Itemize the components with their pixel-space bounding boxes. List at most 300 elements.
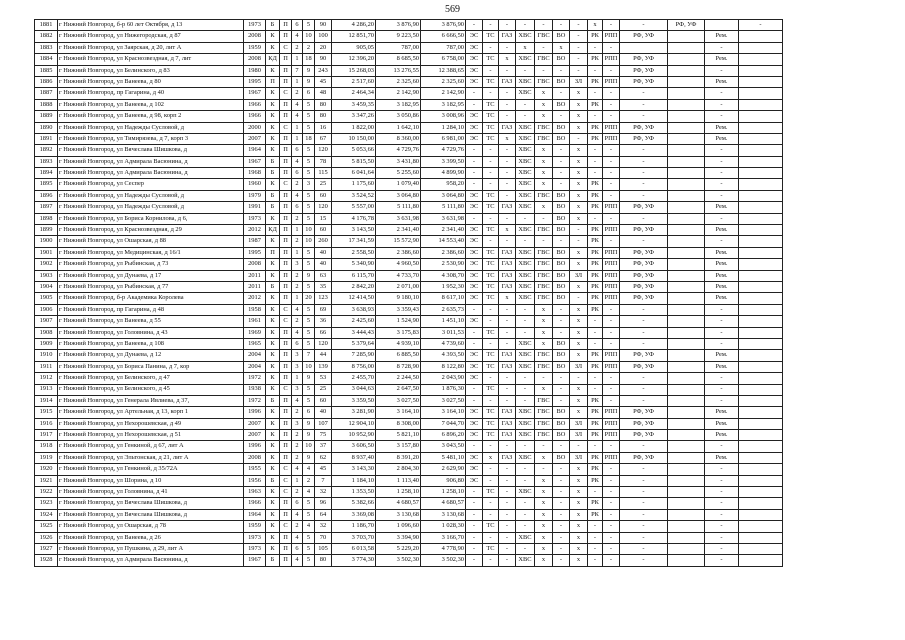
table-cell: 45 — [315, 76, 332, 87]
table-cell: 3 502,30 — [376, 555, 421, 566]
table-row — [35, 498, 783, 509]
table-cell: - — [570, 42, 588, 53]
table-cell: - — [499, 441, 516, 452]
table-cell: 1901 — [35, 247, 58, 258]
table-cell: 1890 — [35, 122, 58, 133]
table-cell: х — [570, 179, 588, 190]
table-cell: 2 517,60 — [332, 76, 376, 87]
table-cell: ГВС — [535, 31, 553, 42]
table-cell: ХВС — [516, 361, 535, 372]
table-cell: 96 — [315, 498, 332, 509]
table-cell — [668, 133, 705, 144]
table-cell: К — [266, 133, 280, 144]
table-cell: - — [483, 316, 499, 327]
table-cell: - — [620, 338, 668, 349]
table-cell: ВО — [553, 281, 570, 292]
table-cell: - — [499, 384, 516, 395]
table-cell: - — [603, 156, 620, 167]
table-cell — [739, 202, 783, 213]
table-cell: С — [280, 475, 292, 486]
table-cell — [668, 31, 705, 42]
table-cell: 1 186,70 — [332, 521, 376, 532]
table-cell: Б — [266, 190, 280, 201]
table-cell: - — [570, 31, 588, 42]
table-cell: ЭС — [466, 430, 483, 441]
table-cell: ТС — [483, 293, 499, 304]
table-cell: - — [620, 145, 668, 156]
table-cell: - — [603, 464, 620, 475]
table-cell: П — [280, 111, 292, 122]
table-cell: ЭС — [466, 316, 483, 327]
table-cell: г Нижний Новгород, ул Вячеслава Шишкова, д — [58, 498, 244, 509]
table-cell: К — [266, 487, 280, 498]
table-cell: 4 — [292, 156, 303, 167]
table-cell: ГВС — [535, 190, 553, 201]
table-cell: ТС — [483, 350, 499, 361]
table-cell: РК — [588, 190, 603, 201]
table-cell: - — [705, 88, 739, 99]
table-cell: - — [570, 373, 588, 384]
table-cell: 6 — [292, 338, 303, 349]
table-cell: 1917 — [35, 430, 58, 441]
table-cell: 3 027,50 — [376, 395, 421, 406]
table-cell: 5 — [303, 338, 315, 349]
table-cell: - — [588, 487, 603, 498]
table-cell: г Нижний Новгород, ул Сеспер — [58, 179, 244, 190]
table-cell: - — [570, 225, 588, 236]
table-cell: - — [620, 168, 668, 179]
table-cell: 9 — [303, 76, 315, 87]
table-cell — [668, 259, 705, 270]
table-cell: 5 — [303, 122, 315, 133]
table-cell: П — [280, 76, 292, 87]
table-cell: 1884 — [35, 54, 58, 65]
table-cell: Рем. — [705, 247, 739, 258]
table-cell: ГАЗ — [499, 76, 516, 87]
table-cell: 2008 — [244, 54, 266, 65]
table-cell: ХВС — [516, 247, 535, 258]
table-cell: РК — [588, 133, 603, 144]
table-cell: - — [620, 111, 668, 122]
table-cell: 2 — [292, 487, 303, 498]
table-cell: РФ, УФ — [620, 54, 668, 65]
table-cell: ВО — [553, 122, 570, 133]
table-cell: 1898 — [35, 213, 58, 224]
table-cell: К — [266, 145, 280, 156]
table-cell: - — [483, 304, 499, 315]
table-cell: К — [266, 373, 280, 384]
table-cell: РПП — [603, 259, 620, 270]
table-cell: ВО — [553, 338, 570, 349]
table-cell: - — [588, 441, 603, 452]
table-row — [35, 304, 783, 315]
table-cell: - — [553, 521, 570, 532]
table-cell: 4 729,76 — [376, 145, 421, 156]
table-cell: 1 — [292, 247, 303, 258]
table-cell: 10 — [303, 441, 315, 452]
table-cell: П — [280, 247, 292, 258]
table-cell: К — [266, 418, 280, 429]
table-cell: ЭС — [466, 225, 483, 236]
table-cell: - — [499, 20, 516, 31]
table-cell: - — [705, 316, 739, 327]
table-cell: П — [280, 202, 292, 213]
table-cell: ЭС — [466, 76, 483, 87]
table-cell: 100 — [315, 31, 332, 42]
table-cell: 3 182,95 — [376, 99, 421, 110]
table-cell: - — [499, 498, 516, 509]
table-cell: ВО — [553, 225, 570, 236]
table-cell: ЗЛ — [570, 418, 588, 429]
table-cell: 1 079,40 — [376, 179, 421, 190]
table-cell: - — [705, 395, 739, 406]
table-cell: - — [588, 88, 603, 99]
table-cell: 2008 — [244, 452, 266, 463]
table-cell: РПП — [603, 247, 620, 258]
table-cell: ТС — [483, 133, 499, 144]
table-cell: 32 — [315, 487, 332, 498]
table-cell: 90 — [315, 54, 332, 65]
table-cell: ХВС — [516, 270, 535, 281]
table-cell: К — [266, 179, 280, 190]
table-cell: - — [553, 487, 570, 498]
table-cell: 40 — [315, 247, 332, 258]
table-cell: г Нижний Новгород, ул Эльтонская, д 21, лит А — [58, 452, 244, 463]
table-cell — [739, 509, 783, 520]
table-cell: 18 — [303, 54, 315, 65]
table-cell: РФ, УФ — [620, 452, 668, 463]
table-cell: - — [553, 168, 570, 179]
table-cell: ГВС — [535, 361, 553, 372]
table-cell: РФ, УФ — [668, 20, 705, 31]
table-cell: 10 — [303, 361, 315, 372]
table-cell: 1 524,90 — [376, 316, 421, 327]
table-cell: 139 — [315, 361, 332, 372]
table-cell: 2 804,30 — [376, 464, 421, 475]
table-cell: ТС — [483, 543, 499, 554]
table-cell: П — [280, 259, 292, 270]
table-cell: - — [603, 487, 620, 498]
table-cell: РК — [588, 202, 603, 213]
table-cell: РФ, УФ — [620, 225, 668, 236]
page-number: 569 — [445, 4, 460, 15]
table-cell: К — [266, 42, 280, 53]
table-row — [35, 430, 783, 441]
table-cell: - — [603, 373, 620, 384]
table-cell: 2004 — [244, 361, 266, 372]
table-cell: ЭС — [466, 190, 483, 201]
table-cell — [739, 338, 783, 349]
table-cell: 10 — [303, 225, 315, 236]
table-cell: - — [553, 65, 570, 76]
table-row — [35, 487, 783, 498]
table-row — [35, 111, 783, 122]
table-cell: 3 359,43 — [376, 304, 421, 315]
table-cell: - — [499, 236, 516, 247]
table-cell: С — [280, 487, 292, 498]
table-cell: К — [266, 532, 280, 543]
table-cell: Рем. — [705, 270, 739, 281]
table-cell: 1966 — [244, 111, 266, 122]
table-cell: 1967 — [244, 555, 266, 566]
table-cell: 4 — [292, 327, 303, 338]
table-cell: г Нижний Новгород, ул Надежды Сусловой, д — [58, 122, 244, 133]
table-cell: х — [535, 555, 553, 566]
table-row — [35, 475, 783, 486]
table-cell: ТС — [483, 384, 499, 395]
table-cell: П — [280, 65, 292, 76]
table-cell — [668, 395, 705, 406]
table-cell: ТС — [483, 270, 499, 281]
table-cell: ТС — [483, 76, 499, 87]
table-cell: П — [280, 441, 292, 452]
table-cell: - — [483, 213, 499, 224]
table-cell: х — [570, 543, 588, 554]
table-cell: РПП — [603, 122, 620, 133]
table-cell: ТС — [483, 487, 499, 498]
table-cell: - — [588, 555, 603, 566]
table-cell: х — [570, 145, 588, 156]
table-cell: 2008 — [244, 259, 266, 270]
table-cell: 17 341,59 — [332, 236, 376, 247]
table-cell: Б — [266, 395, 280, 406]
table-cell: 44 — [315, 350, 332, 361]
table-cell: 4 308,70 — [421, 270, 466, 281]
table-cell: К — [266, 99, 280, 110]
table-row — [35, 418, 783, 429]
table-cell: 3 027,50 — [421, 395, 466, 406]
table-row — [35, 407, 783, 418]
table-cell: х — [570, 407, 588, 418]
table-cell: РПП — [603, 418, 620, 429]
table-cell: 4 — [292, 99, 303, 110]
table-cell: 115 — [315, 168, 332, 179]
table-cell — [739, 543, 783, 554]
table-cell: - — [705, 99, 739, 110]
table-cell: П — [280, 395, 292, 406]
table-cell: 3 164,10 — [376, 407, 421, 418]
table-cell: 5 379,64 — [332, 338, 376, 349]
table-cell: РПП — [603, 350, 620, 361]
table-cell: - — [603, 475, 620, 486]
table-cell: - — [499, 555, 516, 566]
table-cell: ЭС — [466, 111, 483, 122]
table-cell: ЭС — [466, 361, 483, 372]
table-cell: х — [570, 327, 588, 338]
table-cell: - — [553, 88, 570, 99]
table-cell: ВО — [553, 259, 570, 270]
table-cell: г Нижний Новгород, ул Ванеева, д 98, корп 2 — [58, 111, 244, 122]
table-cell: ТС — [483, 327, 499, 338]
table-cell: ТС — [483, 202, 499, 213]
table-cell: 1905 — [35, 293, 58, 304]
table-cell: г Нижний Новгород, ул Адмирала Васюнина, д — [58, 555, 244, 566]
table-cell: г Нижний Новгород, ул Белинского, д 47 — [58, 373, 244, 384]
table-cell: 1966 — [244, 498, 266, 509]
table-cell: ХВС — [516, 430, 535, 441]
table-cell: П — [280, 418, 292, 429]
table-cell: 1955 — [244, 464, 266, 475]
table-cell: 1911 — [35, 361, 58, 372]
table-cell: 5 — [303, 316, 315, 327]
table-cell: П — [280, 281, 292, 292]
table-cell: 1 175,60 — [332, 179, 376, 190]
table-cell: П — [280, 54, 292, 65]
table-cell: х — [570, 487, 588, 498]
table-cell: РПП — [603, 31, 620, 42]
table-cell: ГАЗ — [499, 430, 516, 441]
table-cell: К — [266, 122, 280, 133]
table-cell — [668, 452, 705, 463]
table-cell: - — [553, 441, 570, 452]
table-cell: - — [499, 304, 516, 315]
table-cell — [668, 327, 705, 338]
table-cell: РК — [588, 430, 603, 441]
table-cell: ВО — [553, 31, 570, 42]
table-cell: х — [535, 498, 553, 509]
table-cell: П — [280, 361, 292, 372]
table-cell: 5 255,60 — [376, 168, 421, 179]
table-cell: 14 553,40 — [421, 236, 466, 247]
table-cell: РФ, УФ — [620, 122, 668, 133]
table-cell: РК — [588, 225, 603, 236]
table-cell — [668, 179, 705, 190]
table-cell: х — [535, 88, 553, 99]
table-cell: 1 876,30 — [421, 384, 466, 395]
table-cell: - — [603, 99, 620, 110]
table-cell: - — [620, 304, 668, 315]
table-cell: 2 325,60 — [421, 76, 466, 87]
table-cell: 2007 — [244, 133, 266, 144]
table-cell: х — [588, 20, 603, 31]
table-cell: 2 244,50 — [376, 373, 421, 384]
table-cell: 1987 — [244, 236, 266, 247]
table-cell: 2 — [292, 316, 303, 327]
table-row — [35, 259, 783, 270]
table-cell: - — [483, 464, 499, 475]
table-cell: 8 360,00 — [376, 133, 421, 144]
table-cell: РК — [588, 236, 603, 247]
table-cell: 4 393,50 — [421, 350, 466, 361]
table-cell: 2000 — [244, 122, 266, 133]
table-cell: г Нижний Новгород, ул Генерала Ивлиева, д 37, — [58, 395, 244, 406]
table-cell: - — [570, 65, 588, 76]
table-cell: 16 — [315, 122, 332, 133]
table-cell: РК — [588, 281, 603, 292]
table-cell: - — [466, 88, 483, 99]
table-cell: 1973 — [244, 532, 266, 543]
table-cell: - — [553, 498, 570, 509]
table-cell — [668, 498, 705, 509]
table-cell: П — [280, 555, 292, 566]
table-row — [35, 179, 783, 190]
table-cell: - — [705, 338, 739, 349]
table-cell: 120 — [315, 338, 332, 349]
table-cell — [739, 190, 783, 201]
table-row — [35, 532, 783, 543]
table-cell: - — [603, 555, 620, 566]
table-cell: - — [516, 65, 535, 76]
table-cell: ХВС — [516, 88, 535, 99]
table-cell: 1909 — [35, 338, 58, 349]
table-cell: К — [266, 65, 280, 76]
table-cell: - — [603, 236, 620, 247]
table-cell: 260 — [315, 236, 332, 247]
table-cell: РФ, УФ — [620, 270, 668, 281]
table-cell: - — [483, 20, 499, 31]
table-cell: х — [535, 202, 553, 213]
table-cell: - — [705, 156, 739, 167]
table-cell: ТС — [483, 430, 499, 441]
table-cell: П — [280, 190, 292, 201]
table-cell: РК — [588, 350, 603, 361]
table-cell: П — [266, 247, 280, 258]
table-cell: 8 685,50 — [376, 54, 421, 65]
table-cell: - — [620, 487, 668, 498]
table-cell: 1899 — [35, 225, 58, 236]
table-row — [35, 350, 783, 361]
table-cell: П — [280, 327, 292, 338]
table-cell: 9 180,10 — [376, 293, 421, 304]
table-cell: П — [280, 20, 292, 31]
table-cell: 5 382,66 — [332, 498, 376, 509]
table-cell: - — [588, 543, 603, 554]
table-cell: 1895 — [35, 179, 58, 190]
table-cell: РПП — [603, 225, 620, 236]
table-cell: 1 284,10 — [421, 122, 466, 133]
table-cell: ЭС — [466, 54, 483, 65]
table-cell — [668, 350, 705, 361]
table-cell: П — [280, 509, 292, 520]
table-cell: 2 142,90 — [376, 88, 421, 99]
table-cell: - — [535, 65, 553, 76]
table-cell: ЭС — [466, 293, 483, 304]
table-cell: 3 459,35 — [332, 99, 376, 110]
table-cell: - — [705, 464, 739, 475]
table-row — [35, 521, 783, 532]
table-cell: К — [266, 31, 280, 42]
table-cell: - — [499, 65, 516, 76]
table-cell: - — [466, 338, 483, 349]
table-cell: х — [535, 316, 553, 327]
table-cell: ЭС — [466, 407, 483, 418]
table-cell: 1908 — [35, 327, 58, 338]
table-cell — [668, 304, 705, 315]
table-row — [35, 122, 783, 133]
table-cell: - — [553, 475, 570, 486]
table-cell: 1900 — [35, 236, 58, 247]
table-cell: - — [516, 111, 535, 122]
table-cell: 1910 — [35, 350, 58, 361]
table-cell: Рем. — [705, 350, 739, 361]
table-cell: К — [266, 327, 280, 338]
table-cell: - — [588, 338, 603, 349]
table-cell: 3 166,70 — [421, 532, 466, 543]
table-cell: 3 043,50 — [421, 441, 466, 452]
table-cell: 6 — [303, 88, 315, 99]
table-cell: К — [266, 509, 280, 520]
table-cell — [668, 156, 705, 167]
table-cell: ХВС — [516, 407, 535, 418]
table-cell: - — [466, 145, 483, 156]
table-cell: 5 — [303, 111, 315, 122]
table-cell: 63 — [315, 270, 332, 281]
table-cell: ГАЗ — [499, 31, 516, 42]
table-cell: х — [535, 145, 553, 156]
table-cell: г Нижний Новгород, ул Нехорошевская, д 49 — [58, 418, 244, 429]
table-cell — [739, 225, 783, 236]
table-cell: - — [705, 168, 739, 179]
